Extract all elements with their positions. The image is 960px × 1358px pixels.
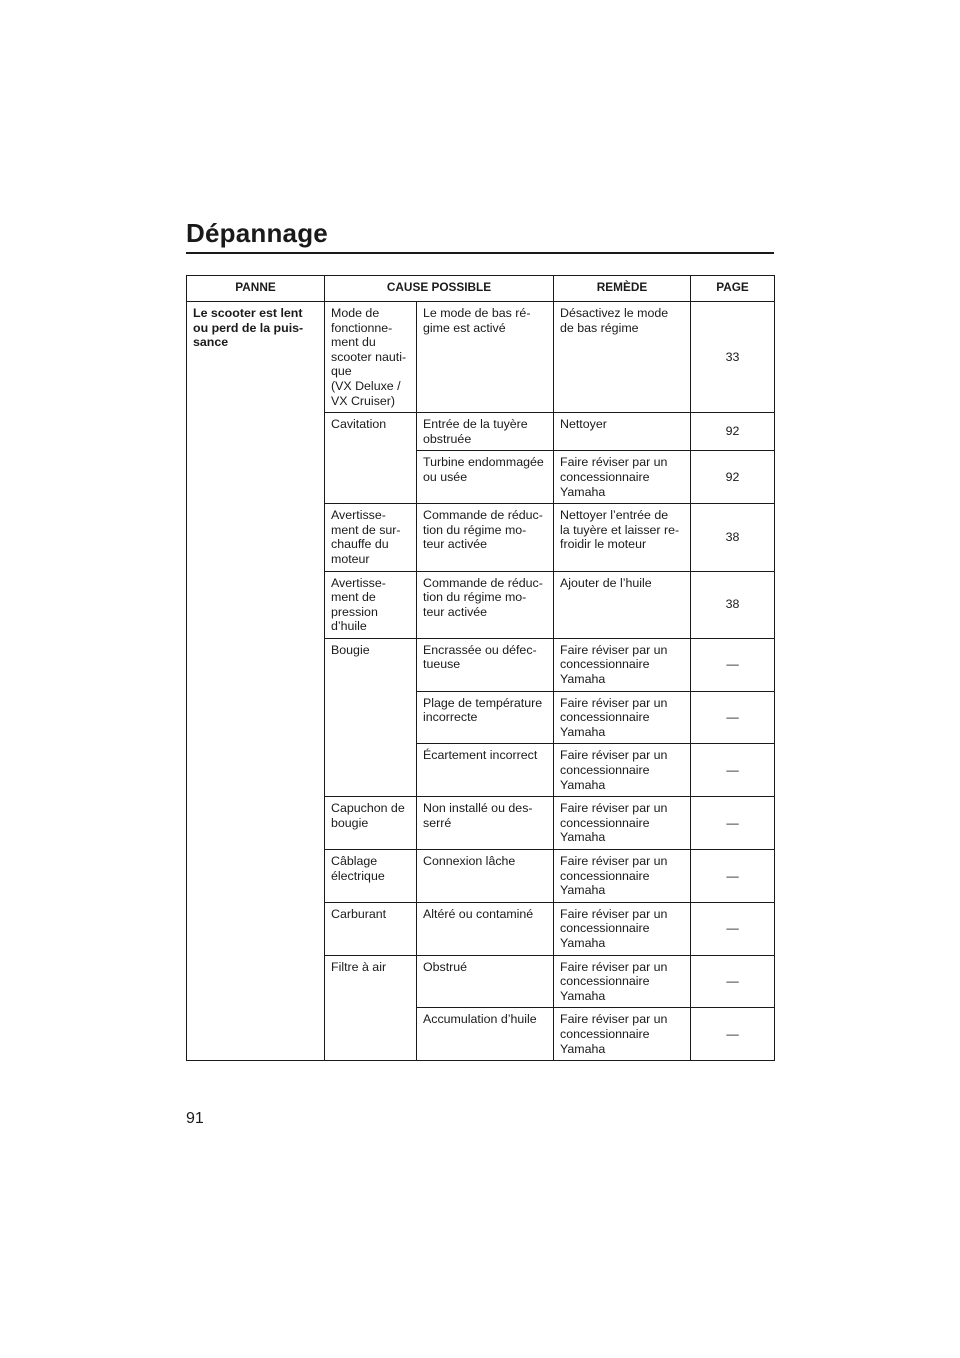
page-title: Dépannage	[186, 218, 328, 248]
cause-cell-text: Mode de fonctionne- ment du scooter nauti- que (VX Deluxe / VX Cruiser)	[331, 306, 407, 408]
page-ref-cell-text: 33	[725, 349, 740, 364]
cause-cell	[325, 302, 417, 413]
remedy-cell	[554, 571, 691, 638]
remedy-cell-text: Nettoyer l’entrée de la tuyère et laisser re- froidir le moteur	[560, 508, 680, 552]
page-ref-cell-text: 92	[725, 469, 740, 484]
page-ref-cell-text: —	[726, 815, 739, 830]
cause-detail-cell	[417, 451, 554, 504]
header-panne: PANNE	[187, 276, 325, 302]
page-ref-cell	[691, 902, 775, 955]
remedy-cell-text: Ajouter de l’huile	[560, 575, 652, 590]
cause-cell	[325, 850, 417, 903]
page-ref-cell-text: 92	[725, 424, 740, 439]
remedy-cell	[554, 902, 691, 955]
cause-detail-cell-text: Accumulation d’huile	[423, 1012, 537, 1027]
cause-cell	[325, 504, 417, 571]
table-row	[187, 302, 775, 413]
cause-cell-text: Bougie	[331, 642, 370, 657]
cause-detail-cell-text: Turbine endommagée ou usée	[423, 455, 544, 484]
page-ref-cell-text: —	[726, 974, 739, 989]
cause-detail-cell-text: Écartement incorrect	[423, 748, 538, 763]
cause-detail-cell-text: Plage de température incorrecte	[423, 695, 543, 725]
remedy-cell-text: Faire réviser par un concessionnaire Yamaha	[560, 959, 668, 1003]
troubleshooting-table	[186, 275, 775, 1061]
cause-detail-cell-text: Commande de réduc- tion du régime mo- teur activée	[423, 575, 543, 619]
remedy-cell-text: Faire réviser par un concessionnaire Yamaha	[560, 906, 668, 950]
remedy-cell-text: Faire réviser par un concessionnaire Yamaha	[560, 455, 668, 499]
cause-detail-cell	[417, 902, 554, 955]
remedy-cell	[554, 413, 691, 451]
cause-cell	[325, 413, 417, 504]
remedy-cell	[554, 638, 691, 691]
remedy-cell	[554, 302, 691, 413]
page-ref-cell	[691, 744, 775, 797]
remedy-cell-text: Faire réviser par un concessionnaire Yamaha	[560, 695, 668, 739]
cause-detail-cell	[417, 413, 554, 451]
cause-cell-text: Avertisse- ment de sur- chauffe du moteur	[331, 508, 401, 566]
remedy-cell	[554, 504, 691, 571]
remedy-cell-text: Désactivez le mode de bas régime	[560, 306, 669, 335]
cause-cell-text: Câblage électrique	[331, 854, 385, 883]
cause-detail-cell	[417, 504, 554, 571]
page-ref-cell	[691, 504, 775, 571]
cause-cell-text: Avertisse- ment de pression d’huile	[331, 575, 386, 634]
cause-cell-text: Capuchon de bougie	[331, 801, 405, 830]
cause-cell-text: Filtre à air	[331, 959, 387, 974]
cause-detail-cell	[417, 850, 554, 903]
cause-cell	[325, 902, 417, 955]
problem-cell	[187, 302, 325, 1061]
page-ref-cell	[691, 638, 775, 691]
page-ref-cell-text: —	[726, 868, 739, 883]
cause-detail-cell-text: Obstrué	[423, 959, 468, 974]
cause-cell	[325, 797, 417, 850]
page-ref-cell-text: —	[726, 763, 739, 778]
page-ref-cell	[691, 413, 775, 451]
problem-cell-text: Le scooter est lent ou perd de la puis- sance	[193, 306, 304, 350]
remedy-cell	[554, 451, 691, 504]
title-rule	[186, 252, 774, 254]
cause-detail-cell-text: Connexion lâche	[423, 854, 516, 868]
cause-detail-cell	[417, 571, 554, 638]
cause-detail-cell	[417, 302, 554, 413]
remedy-cell-text: Faire réviser par un concessionnaire Yamaha	[560, 854, 668, 898]
cause-detail-cell-text: Altéré ou contaminé	[423, 906, 534, 921]
cause-detail-cell-text: Le mode de bas ré- gime est activé	[423, 306, 531, 335]
cause-detail-cell	[417, 744, 554, 797]
cause-detail-cell-text: Non installé ou des- serré	[423, 801, 533, 830]
cause-detail-cell	[417, 797, 554, 850]
page-ref-cell	[691, 571, 775, 638]
page-ref-cell	[691, 451, 775, 504]
page-ref-cell	[691, 1008, 775, 1061]
cause-detail-cell	[417, 1008, 554, 1061]
remedy-cell-text: Nettoyer	[560, 417, 607, 432]
page-ref-cell-text: —	[726, 921, 739, 936]
page-ref-cell-text: —	[726, 1026, 739, 1041]
cause-cell	[325, 571, 417, 638]
page-ref-cell-text: —	[726, 710, 739, 725]
cause-cell-text: Carburant	[331, 906, 387, 921]
cause-detail-cell-text: Encrassée ou défec- tueuse	[423, 642, 537, 672]
cause-detail-cell-text: Commande de réduc- tion du régime mo- teur activée	[423, 508, 543, 552]
remedy-cell	[554, 850, 691, 903]
page-ref-cell	[691, 850, 775, 903]
remedy-cell-text: Faire réviser par un concessionnaire Yamaha	[560, 801, 668, 845]
remedy-cell	[554, 955, 691, 1008]
cause-detail-cell	[417, 955, 554, 1008]
header-page: PAGE	[691, 276, 775, 302]
table-header-row	[187, 276, 775, 302]
page-ref-cell-text: 38	[725, 530, 740, 545]
header-cause: CAUSE POSSIBLE	[325, 276, 554, 302]
remedy-cell-text: Faire réviser par un concessionnaire Yamaha	[560, 642, 668, 687]
cause-detail-cell-text: Entrée de la tuyère obstruée	[423, 417, 528, 446]
page-ref-cell	[691, 955, 775, 1008]
cause-cell	[325, 638, 417, 796]
page-number: 91	[186, 1110, 204, 1127]
remedy-cell-text: Faire réviser par un concessionnaire Yamaha	[560, 748, 668, 792]
cause-detail-cell	[417, 691, 554, 744]
page-ref-cell	[691, 797, 775, 850]
cause-cell	[325, 955, 417, 1061]
header-remede: REMÈDE	[554, 276, 691, 302]
remedy-cell	[554, 1008, 691, 1061]
page-ref-cell-text: 38	[725, 597, 740, 612]
remedy-cell-text: Faire réviser par un concessionnaire Yamaha	[560, 1012, 668, 1056]
page-ref-cell-text: —	[726, 657, 739, 672]
remedy-cell	[554, 691, 691, 744]
remedy-cell	[554, 797, 691, 850]
cause-cell-text: Cavitation	[331, 417, 387, 432]
table-body	[187, 302, 775, 1061]
page-ref-cell	[691, 691, 775, 744]
page-ref-cell	[691, 302, 775, 413]
cause-detail-cell	[417, 638, 554, 691]
remedy-cell	[554, 744, 691, 797]
